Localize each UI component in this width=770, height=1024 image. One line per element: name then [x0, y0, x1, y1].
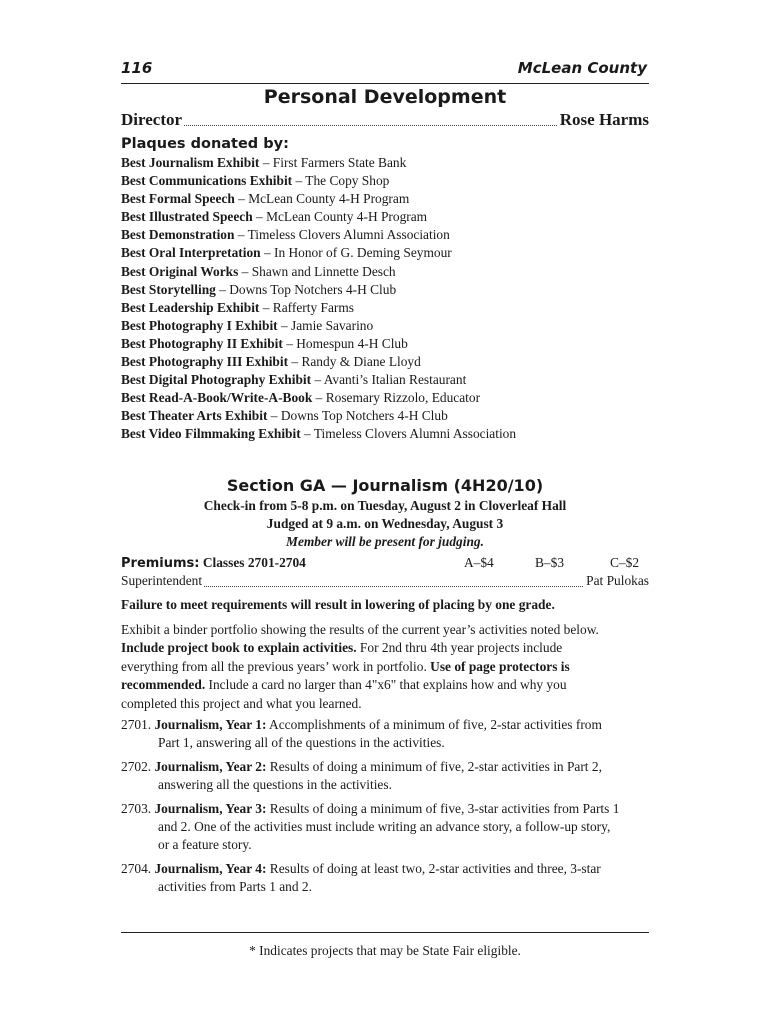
plaque-donor: – McLean County 4-H Program [234, 191, 410, 207]
plaque-award: Best Storytelling [121, 281, 216, 297]
plaque-award: Best Journalism Exhibit [121, 155, 260, 170]
plaque-award: Best Photography I Exhibit [121, 317, 278, 333]
plaque-award: Best Original Works [121, 263, 239, 279]
class-name: Journalism, Year 3: [154, 800, 267, 816]
plaque-item [121, 154, 649, 172]
class-line [121, 836, 649, 854]
plaque-award: Best Leadership Exhibit [121, 299, 260, 315]
class-text: or a feature story. [158, 837, 252, 853]
section-title: Section GA — Journalism (4H20/10) [226, 476, 544, 495]
plaque-item [121, 335, 649, 353]
class-text: Results of doing a minimum of five, 2-star activities in Part 2, [266, 758, 602, 774]
class-line [121, 776, 649, 794]
premium-b: B–$3 [535, 555, 565, 570]
plaque-donor: – Avanti’s Italian Restaurant [311, 372, 467, 388]
class-item [121, 716, 649, 753]
plaque-award: Best Read-A-Book/Write-A-Book [121, 390, 313, 406]
class-line [121, 800, 649, 818]
class-name: Journalism, Year 4: [154, 860, 267, 876]
intro-text: everything from all the previous years’ work in portfolio. [121, 658, 431, 674]
plaques-list [121, 154, 649, 444]
plaque-award: Best Illustrated Speech [121, 209, 253, 225]
class-text: answering all the questions in the activities. [158, 777, 392, 793]
class-list [121, 716, 649, 902]
plaque-donor: – Downs Top Notchers 4-H Club [267, 408, 448, 424]
plaque-item [121, 244, 649, 262]
plaque-donor: – Rosemary Rizzolo, Educator [312, 390, 481, 406]
class-number: 2701. [121, 717, 155, 732]
superintendent-name: Pat Pulokas [586, 573, 649, 588]
plaque-donor: – McLean County 4-H Program [252, 209, 428, 225]
intro-paragraph [121, 621, 649, 713]
plaque-donor: – Shawn and Linnette Desch [238, 263, 396, 279]
premiums-label-group [121, 555, 306, 571]
plaque-donor: – Timeless Clovers Alumni Association [300, 426, 517, 442]
plaque-item [121, 299, 649, 317]
premiums-label: Premiums: [121, 556, 200, 571]
footer-rule [121, 932, 649, 933]
page-title: Personal Development [263, 86, 507, 108]
plaque-donor: – Timeless Clovers Alumni Association [234, 227, 450, 243]
class-number: 2704. [121, 860, 155, 876]
member-present-line: Member will be present for judging. [286, 534, 484, 549]
failure-note: Failure to meet requirements will result in lowering of placing by one grade. [121, 597, 555, 612]
class-text: Results of doing a minimum of five, 3-star activities from Parts 1 [266, 800, 620, 816]
premium-c: C–$2 [610, 555, 640, 570]
class-number: 2703. [121, 800, 155, 816]
plaque-item [121, 172, 649, 190]
intro-bold: Include project book to explain activities. [121, 640, 357, 656]
plaque-item [121, 371, 649, 389]
plaque-item [121, 208, 649, 226]
class-item [121, 758, 649, 795]
checkin-line: Check-in from 5-8 p.m. on Tuesday, August 2 in Cloverleaf Hall [203, 498, 567, 513]
plaque-donor: – Jamie Savarino [277, 317, 374, 333]
intro-bold: Use of page protectors is [430, 658, 570, 674]
intro-line: completed this project and what you learned. [121, 695, 362, 711]
class-text: Results of doing at least two, 2-star activities and three, 3-star [266, 860, 601, 876]
class-text: activities from Parts 1 and 2. [158, 879, 312, 895]
intro-line: Exhibit a binder portfolio showing the results of the current year’s activities noted below. [121, 622, 599, 637]
class-item [121, 800, 649, 855]
superintendent-line [121, 573, 649, 593]
director-label: Director [121, 110, 183, 129]
intro-line [121, 676, 649, 694]
premium-a: A–$4 [464, 555, 494, 570]
plaque-item [121, 425, 649, 443]
plaque-award: Best Demonstration [121, 227, 235, 243]
superintendent-label: Superintendent [121, 573, 203, 588]
plaque-item [121, 263, 649, 281]
plaque-item [121, 317, 649, 335]
class-number: 2702. [121, 758, 155, 774]
class-line [121, 734, 649, 752]
plaque-item [121, 226, 649, 244]
class-line [121, 878, 649, 896]
section-schedule [121, 497, 649, 551]
plaque-award: Best Theater Arts Exhibit [121, 408, 268, 424]
plaque-item [121, 190, 649, 208]
plaque-award: Best Video Filmmaking Exhibit [121, 426, 301, 442]
premiums-classes: Classes 2701-2704 [199, 555, 306, 570]
footnote: * Indicates projects that may be State Fair eligible. [249, 943, 521, 958]
plaque-donor: – The Copy Shop [292, 173, 390, 189]
class-item [121, 860, 649, 897]
class-line [121, 818, 649, 836]
class-text: and 2. One of the activities must include writing an advance story, a follow-up story, [158, 819, 611, 835]
intro-bold: recommended. [121, 677, 206, 693]
intro-text: For 2nd thru 4th year projects include [356, 640, 563, 656]
class-line [121, 758, 649, 776]
plaque-donor: – Rafferty Farms [259, 299, 354, 315]
plaque-award: Best Communications Exhibit [121, 173, 293, 189]
class-name: Journalism, Year 2: [154, 758, 267, 774]
intro-text: Include a card no larger than 4"x6" that explains how and why you [205, 677, 567, 693]
plaque-item [121, 353, 649, 371]
plaque-award: Best Digital Photography Exhibit [121, 372, 312, 388]
director-line [121, 110, 649, 132]
plaque-item [121, 407, 649, 425]
plaque-donor: – First Farmers State Bank [259, 155, 407, 170]
plaque-donor: – Downs Top Notchers 4-H Club [215, 281, 397, 297]
plaque-item [121, 389, 649, 407]
plaque-item [121, 281, 649, 299]
county-name: McLean County [517, 59, 647, 77]
class-name: Journalism, Year 1: [154, 717, 267, 732]
class-text: Part 1, answering all of the questions in the activities. [158, 735, 445, 751]
class-text: Accomplishments of a minimum of five, 2-star activities from [266, 717, 602, 732]
plaque-donor: – Homespun 4-H Club [282, 335, 408, 351]
plaque-award: Best Oral Interpretation [121, 245, 261, 261]
class-line [121, 716, 649, 734]
intro-line [121, 639, 649, 657]
plaques-heading: Plaques donated by: [121, 136, 289, 152]
judged-line: Judged at 9 a.m. on Wednesday, August 3 [266, 516, 504, 531]
running-header [121, 59, 649, 84]
plaque-donor: – In Honor of G. Deming Seymour [260, 245, 452, 261]
premiums-line [121, 555, 649, 575]
intro-line [121, 658, 649, 676]
director-name: Rose Harms [557, 110, 649, 130]
plaque-donor: – Randy & Diane Lloyd [288, 354, 421, 370]
class-line [121, 860, 649, 878]
page-number: 116 [121, 59, 153, 77]
plaque-award: Best Formal Speech [121, 191, 235, 207]
plaque-award: Best Photography III Exhibit [121, 354, 289, 370]
plaque-award: Best Photography II Exhibit [121, 335, 283, 351]
